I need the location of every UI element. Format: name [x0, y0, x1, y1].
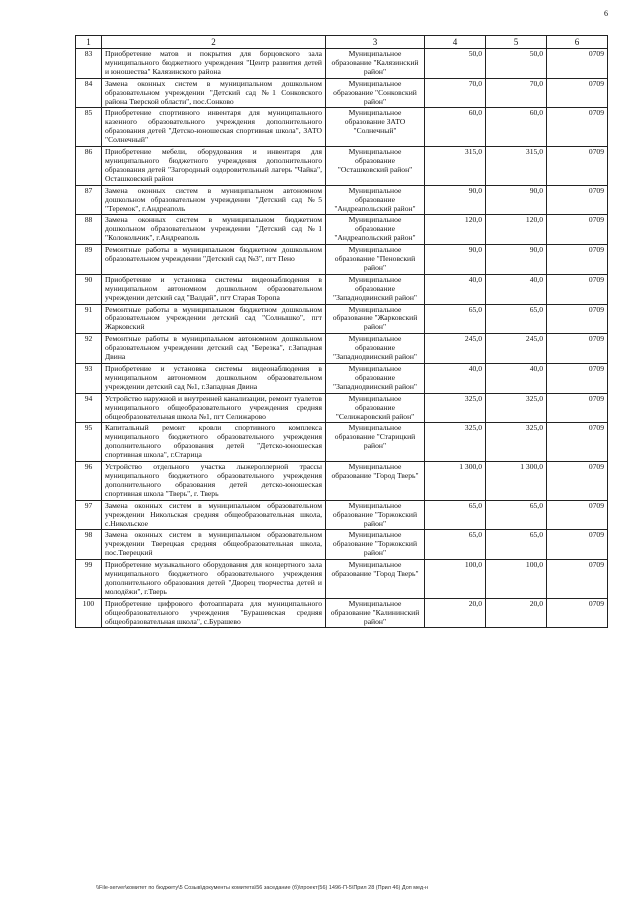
budget-code: 0709 [547, 49, 608, 79]
table-row [76, 364, 608, 394]
budget-code: 0709 [547, 462, 608, 501]
amount-year: 40,0 [486, 364, 547, 394]
project-name: Приобретение мебели, оборудования и инвентаря для муниципального бюджетного учреждения дополнительного образования детей "Загородный оздоровительный лагерь "Чайка", Осташковский район [102, 147, 326, 186]
amount-year: 65,0 [486, 304, 547, 334]
amount-year: 50,0 [486, 49, 547, 79]
municipality: Муниципальное образование "Андреапольский район" [326, 215, 425, 245]
row-number: 92 [76, 334, 102, 364]
amount-total: 20,0 [425, 598, 486, 628]
amount-total: 65,0 [425, 500, 486, 530]
budget-code: 0709 [547, 215, 608, 245]
budget-code: 0709 [547, 530, 608, 560]
amount-total: 1 300,0 [425, 462, 486, 501]
table-row [76, 393, 608, 423]
amount-total: 65,0 [425, 530, 486, 560]
table-row [76, 108, 608, 147]
municipality: Муниципальное образование "Андреапольский район" [326, 185, 425, 215]
project-name: Приобретение спортивного инвентаря для муниципального казенного образовательного учреждения дополнительного образования детей "Детско-юношеская спортивная школа", ЗАТО "Солнечный" [102, 108, 326, 147]
amount-year: 20,0 [486, 598, 547, 628]
project-name: Устройство наружной и внутренней канализации, ремонт туалетов муниципального общеобразовательного учреждения средняя общеобразовательная школа №1, пгт Селижарово [102, 393, 326, 423]
amount-total: 40,0 [425, 274, 486, 304]
footer-file-path: \\File-server\комитет по бюджету\5 Созыв\документы комитета\56 заседание (б)\проект(56) 1496-П-5\Прил 28 (Прил 46) Доп мед-н [96, 885, 429, 891]
table-row [76, 215, 608, 245]
table-row [76, 500, 608, 530]
table-row [76, 598, 608, 628]
budget-code: 0709 [547, 108, 608, 147]
project-name: Ремонтные работы в муниципальном бюджетном дошкольном образовательном учреждении детский сад "Солнышко", пгт Жарковский [102, 304, 326, 334]
municipality: Муниципальное образование "Старицкий район" [326, 423, 425, 462]
row-number: 94 [76, 393, 102, 423]
table-row [76, 274, 608, 304]
municipality: Муниципальное образование "Жарковский район" [326, 304, 425, 334]
budget-code: 0709 [547, 147, 608, 186]
row-number: 95 [76, 423, 102, 462]
amount-total: 325,0 [425, 423, 486, 462]
amount-total: 90,0 [425, 245, 486, 275]
municipality: Муниципальное образование "Город Тверь" [326, 560, 425, 599]
budget-code: 0709 [547, 304, 608, 334]
municipality: Муниципальное образование "Калязинский район" [326, 49, 425, 79]
column-header: 4 [425, 36, 486, 49]
budget-code: 0709 [547, 245, 608, 275]
amount-year: 120,0 [486, 215, 547, 245]
amount-year: 90,0 [486, 245, 547, 275]
budget-code: 0709 [547, 334, 608, 364]
project-name: Приобретение матов и покрытия для борцовского зала муниципального бюджетного учреждения "Центр развития детей и юношества" Калязинского района [102, 49, 326, 79]
row-number: 85 [76, 108, 102, 147]
project-name: Замена оконных систем в муниципальном образовательном учреждении Тверецкая средняя общеобразовательная школа, пос.Тверецкий [102, 530, 326, 560]
budget-code: 0709 [547, 598, 608, 628]
amount-year: 325,0 [486, 423, 547, 462]
table-row [76, 462, 608, 501]
column-header: 5 [486, 36, 547, 49]
column-header: 3 [326, 36, 425, 49]
table-row [76, 78, 608, 108]
amount-total: 325,0 [425, 393, 486, 423]
table-row [76, 560, 608, 599]
amount-year: 40,0 [486, 274, 547, 304]
row-number: 100 [76, 598, 102, 628]
amount-year: 90,0 [486, 185, 547, 215]
municipality: Муниципальное образование "Город Тверь" [326, 462, 425, 501]
municipality: Муниципальное образование "Осташковский район" [326, 147, 425, 186]
row-number: 98 [76, 530, 102, 560]
row-number: 90 [76, 274, 102, 304]
project-name: Ремонтные работы в муниципальном автономном дошкольном образовательном учреждении детский сад "Березка", г.Западная Двина [102, 334, 326, 364]
amount-total: 315,0 [425, 147, 486, 186]
municipality: Муниципальное образование "Калининский район" [326, 598, 425, 628]
row-number: 91 [76, 304, 102, 334]
amount-year: 60,0 [486, 108, 547, 147]
row-number: 97 [76, 500, 102, 530]
row-number: 87 [76, 185, 102, 215]
row-number: 86 [76, 147, 102, 186]
row-number: 83 [76, 49, 102, 79]
table-row [76, 49, 608, 79]
amount-total: 60,0 [425, 108, 486, 147]
amount-year: 100,0 [486, 560, 547, 599]
table-row [76, 147, 608, 186]
budget-code: 0709 [547, 364, 608, 394]
amount-year: 315,0 [486, 147, 547, 186]
row-number: 84 [76, 78, 102, 108]
municipality: Муниципальное образование "Западнодвинский район" [326, 334, 425, 364]
project-name: Замена оконных систем в муниципальном дошкольном образовательном учреждении "Детский сад №1 Сонковского района Тверской области", пос.Сонково [102, 78, 326, 108]
amount-year: 1 300,0 [486, 462, 547, 501]
page-number: 6 [604, 9, 608, 18]
row-number: 88 [76, 215, 102, 245]
amount-total: 120,0 [425, 215, 486, 245]
project-name: Замена оконных систем в муниципальном бюджетном дошкольном образовательном учреждении "Детский сад №1 "Колокольчик", г.Андреаполь [102, 215, 326, 245]
row-number: 93 [76, 364, 102, 394]
project-name: Приобретение и установка системы видеонаблюдения в муниципальном автономном дошкольном образовательном учреждении детский сад №1, г.Западная Двина [102, 364, 326, 394]
municipality: Муниципальное образование "Селижаровский район" [326, 393, 425, 423]
table-row [76, 530, 608, 560]
budget-code: 0709 [547, 185, 608, 215]
municipality: Муниципальное образование "Торжокский район" [326, 530, 425, 560]
amount-year: 65,0 [486, 500, 547, 530]
column-header: 2 [102, 36, 326, 49]
municipality: Муниципальное образование ЗАТО "Солнечный" [326, 108, 425, 147]
row-number: 99 [76, 560, 102, 599]
budget-code: 0709 [547, 274, 608, 304]
amount-total: 40,0 [425, 364, 486, 394]
row-number: 89 [76, 245, 102, 275]
amount-year: 70,0 [486, 78, 547, 108]
amount-total: 70,0 [425, 78, 486, 108]
column-header: 6 [547, 36, 608, 49]
municipality: Муниципальное образование "Торжокский район" [326, 500, 425, 530]
municipality: Муниципальное образование "Западнодвинский район" [326, 274, 425, 304]
project-name: Приобретение музыкального оборудования для концертного зала муниципального бюджетного образовательного учреждения дополнительного образования детей "Дворец творчества детей и молодёжи", г.Тверь [102, 560, 326, 599]
budget-code: 0709 [547, 393, 608, 423]
municipality: Муниципальное образование "Западнодвинский район" [326, 364, 425, 394]
amount-total: 50,0 [425, 49, 486, 79]
municipality: Муниципальное образование "Сонковский район" [326, 78, 425, 108]
appendix-table [75, 35, 608, 628]
table-header-row [76, 36, 608, 49]
amount-year: 65,0 [486, 530, 547, 560]
table-row [76, 334, 608, 364]
project-name: Ремонтные работы в муниципальном бюджетном дошкольном образовательном учреждении "Детский сад №3", пгт Пено [102, 245, 326, 275]
project-name: Устройство отдельного участка лыжероллерной трассы муниципального бюджетного образовательного учреждения дополнительного образования детей детско-юношеская спортивная школа "Тверь", г. Тверь [102, 462, 326, 501]
budget-code: 0709 [547, 560, 608, 599]
project-name: Замена оконных систем в муниципальном автономном дошкольном образовательном учреждении "Детский сад №5 "Теремок", г.Андреаполь [102, 185, 326, 215]
budget-code: 0709 [547, 423, 608, 462]
municipality: Муниципальное образование "Пеновский район" [326, 245, 425, 275]
project-name: Приобретение цифрового фотоаппарата для муниципального общеобразовательного учреждения "Бурашевская средняя общеобразовательная школа", с.Бурашево [102, 598, 326, 628]
table-row [76, 423, 608, 462]
table-row [76, 245, 608, 275]
amount-total: 90,0 [425, 185, 486, 215]
project-name: Замена оконных систем в муниципальном образовательном учреждении Никольская средняя общеобразовательная школа, с.Никольское [102, 500, 326, 530]
amount-year: 245,0 [486, 334, 547, 364]
row-number: 96 [76, 462, 102, 501]
project-name: Приобретение и установка системы видеонаблюдения в муниципальном автономном дошкольном образовательном учреждении детский сад "Валдай", пгт Старая Торопа [102, 274, 326, 304]
project-name: Капитальный ремонт кровли спортивного комплекса муниципального бюджетного образовательного учреждения дополнительного образования детей "Детско-юношеская спортивная школа", г.Старица [102, 423, 326, 462]
budget-code: 0709 [547, 78, 608, 108]
amount-total: 245,0 [425, 334, 486, 364]
table-row [76, 304, 608, 334]
column-header: 1 [76, 36, 102, 49]
amount-year: 325,0 [486, 393, 547, 423]
table-row [76, 185, 608, 215]
amount-total: 100,0 [425, 560, 486, 599]
amount-total: 65,0 [425, 304, 486, 334]
budget-code: 0709 [547, 500, 608, 530]
